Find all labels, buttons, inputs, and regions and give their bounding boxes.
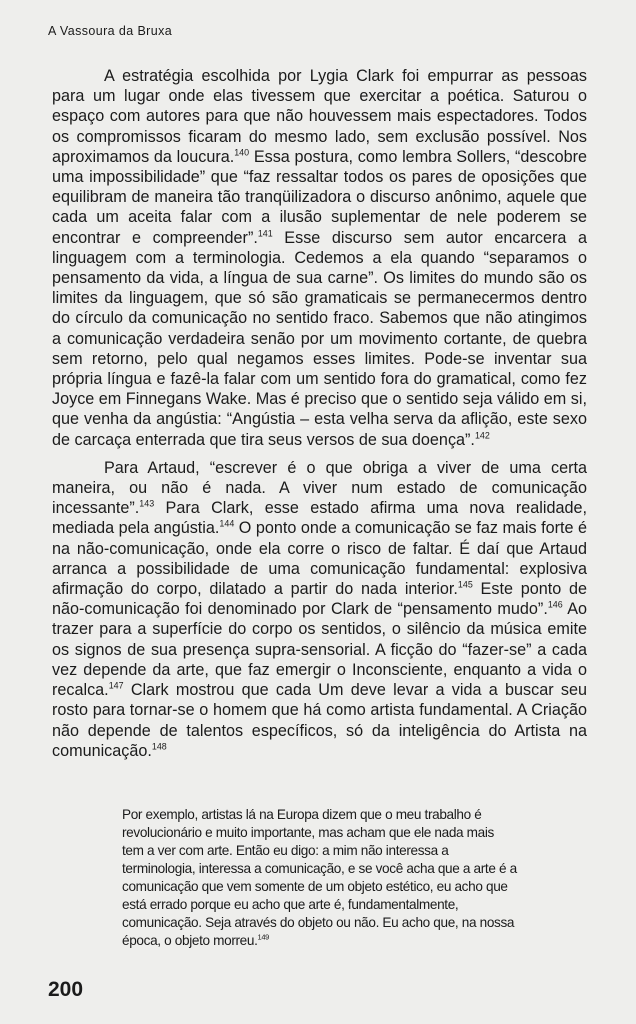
paragraph-1 — [52, 66, 587, 450]
text-run: Para Artaud, “escrever é o que obriga a viver de uma certa maneira, ou não é nada. A viver num estado de comunicação incessante”. — [52, 458, 587, 518]
footnote-ref-147: 147 — [108, 680, 124, 691]
text-run: Por exemplo, artistas lá na Europa dizem que o meu trabalho é revolucionário e muito importante, mas acham que ele nada mais tem a ver com arte. Então eu digo: a mim não interessa a terminologia, interessa a comunicação, e se você acha que a arte é a comunicação que vem somente de um objeto estético, eu acho que está errado porque eu acho que arte é, fundamentalmente, comunicação. Seja através do objeto ou não. Eu acho que, na nossa época, o objeto morreu. — [122, 807, 517, 948]
text-run: A estratégia escolhida por Lygia Clark foi empurrar as pessoas para um lugar onde elas tivessem que exercitar a poética. Saturou o espaço com autores para que não houvessem mais espectadores. Todos os compromissos ficaram do mesmo lado, sem exclusão possível. Nos aproximamos da loucura. — [52, 67, 587, 166]
block-quote — [122, 806, 517, 950]
body-text — [52, 66, 587, 761]
footnote-ref-140: 140 — [234, 147, 250, 158]
running-head: A Vassoura da Bruxa — [48, 24, 173, 38]
text-run: Para Clark, esse estado afirma uma nova realidade, mediada pela angústia. — [52, 499, 587, 538]
text-run: Esse discurso sem autor encarcera a linguagem com a terminologia. Cedemos a ela quando “separamos o pensamento da vida, a língua de sua carne”. Os limites do mundo são os limites da linguagem, que só são gramaticais se permanecermos dentro do círculo da comunicação no sentido fraco. Sabemos que não atingimos a comunicação verdadeira senão por um movimento cortante, de quebra sem retorno, pelo qual negamos esses limites. Pode-se inventar sua própria língua e fazê-la falar com um sentido fora do gramatical, como fez Joyce em Finnegans Wake. Mas é preciso que o sentido seja válido em si, que venha da angústia: “Angústia – esta velha serva da aflição, este sexo de carcaça enterrada que tira seus versos de sua doença”. — [52, 228, 587, 449]
footnote-ref-143: 143 — [139, 498, 155, 509]
footnote-ref-148: 148 — [151, 741, 167, 752]
footnote-ref-141: 141 — [257, 227, 273, 238]
text-run: Essa postura, como lembra Sollers, “descobre uma impossibilidade” que “faz ressaltar todos os pares de oposições que equilibram de maneira tão tranqüilizadora o discurso anônimo, aquele que cada um aceita falar com a ilusão suplementar de nele poderem se encontrar e compreender”. — [52, 147, 587, 247]
text-run: Este ponto de não-comunicação foi denominado por Clark de “pensamento mudo”. — [52, 580, 587, 619]
footnote-ref-144: 144 — [219, 518, 235, 529]
text-run: O ponto onde a comunicação se faz mais forte é na não-comunicação, onde ela corre o risco de faltar. É daí que Artaud arranca a possibilidade de uma comunicação fundamental: explosiva afirmação do corpo, dilatado a partir do nada interior. — [52, 519, 588, 599]
footnote-ref-145: 145 — [457, 579, 473, 590]
paragraph-2 — [52, 458, 587, 761]
text-run: Clark mostrou que cada Um deve levar a vida a buscar seu rosto para tornar-se o homem que há como artista fundamental. A Criação não depende de talentos específicos, só da inteligência do Artista na comunicação. — [52, 681, 587, 760]
footnote-ref-146: 146 — [547, 599, 563, 610]
quote-paragraph — [122, 806, 517, 950]
footnote-ref-142: 142 — [474, 429, 490, 440]
page-number: 200 — [48, 978, 84, 1001]
footnote-ref-149: 149 — [257, 932, 269, 942]
text-run: Ao trazer para a superfície do corpo os sentidos, o silêncio da música emite os signos de sua presença supra-sensorial. A ficção do “fazer-se” a cada vez depende da arte, que faz emergir o Inconsciente, enquanto a vida o recalca. — [52, 600, 588, 700]
